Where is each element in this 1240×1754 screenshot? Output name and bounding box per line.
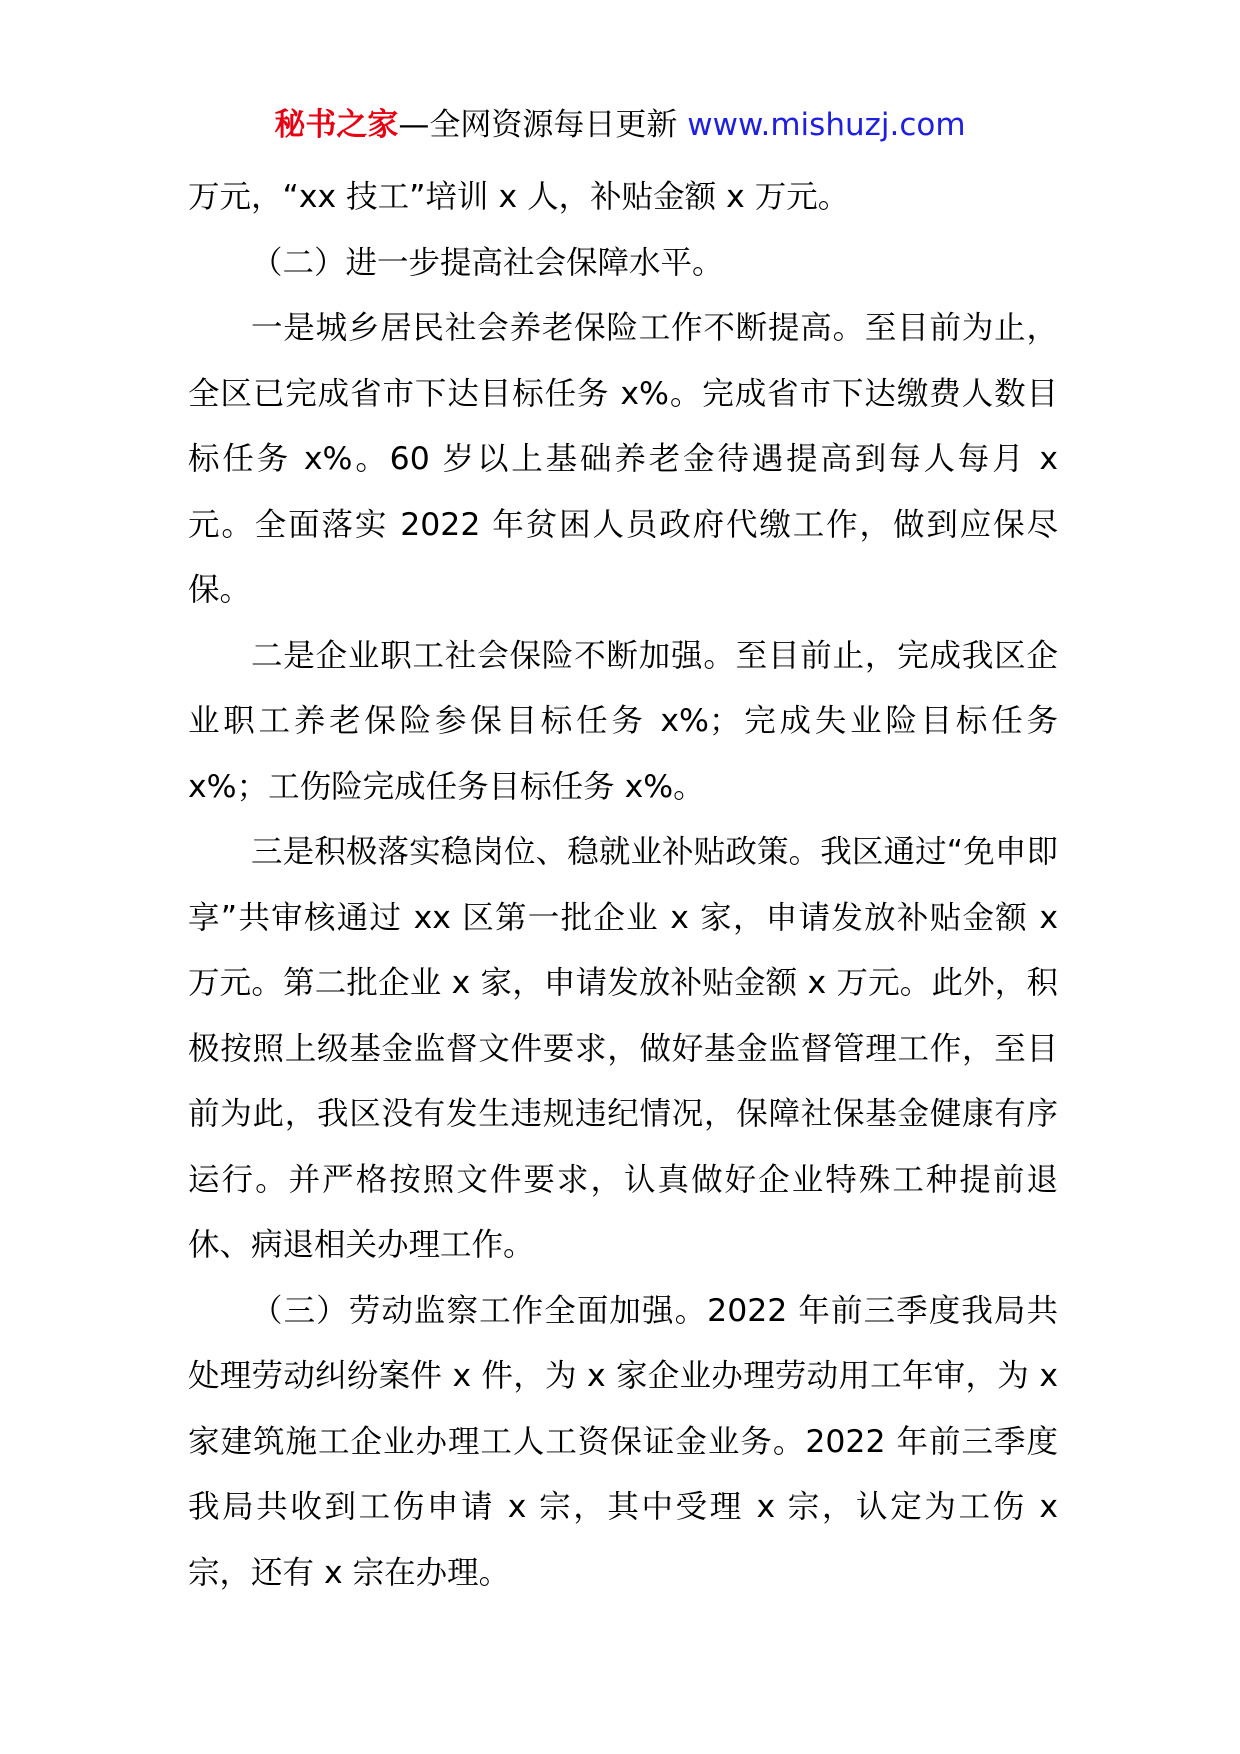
website-link[interactable]: www.mishuzj.com: [687, 107, 966, 143]
brand-slogan: —全网资源每日更新: [398, 107, 678, 143]
document-body: [188, 165, 1058, 1606]
paragraph-employee-insurance: 二是企业职工社会保险不断加强。至目前止，完成我区企业职工养老保险参保目标任务 x%；完成失业险目标任务 x%；工伤险完成任务目标任务 x%。: [188, 637, 1058, 805]
paragraph-subsidy-policy: 三是积极落实稳岗位、稳就业补贴政策。我区通过“免申即享”共审核通过 xx 区第一批企业 x 家，申请发放补贴金额 x 万元。第二批企业 x 家，申请发放补贴金额 x 万元。此外，积极按照上级基金监督文件要求，做好基金监督管理工作，至目前为此，我区没有发生违规违纪情况，保障社保基金健康有序运行。并严格按照文件要求，认真做好企业特殊工种提前退休、病退相关办理工作。: [188, 834, 1058, 1263]
paragraph-labor-inspection: （三）劳动监察工作全面加强。2022 年前三季度我局共处理劳动纠纷案件 x 件，为 x 家企业办理劳动用工年审，为 x 家建筑施工企业办理工人工资保证金业务。2022 年前三季度我局共收到工伤申请 x 宗，其中受理 x 宗，认定为工伤 x 宗，还有 x 宗在办理。: [188, 1292, 1058, 1591]
paragraph-continuation: 万元，“xx 技工”培训 x 人，补贴金额 x 万元。: [188, 179, 850, 215]
watermark-header: [0, 100, 1240, 150]
brand-name: 秘书之家: [274, 107, 399, 143]
section-heading-2: （二）进一步提高社会保障水平。: [251, 244, 724, 281]
paragraph-pension-insurance: 一是城乡居民社会养老保险工作不断提高。至目前为止，全区已完成省市下达目标任务 x%。完成省市下达缴费人数目标任务 x%。60 岁以上基础养老金待遇提高到每人每月 x 元。全面落实 2022 年贫困人员政府代缴工作，做到应保尽保。: [188, 310, 1058, 608]
